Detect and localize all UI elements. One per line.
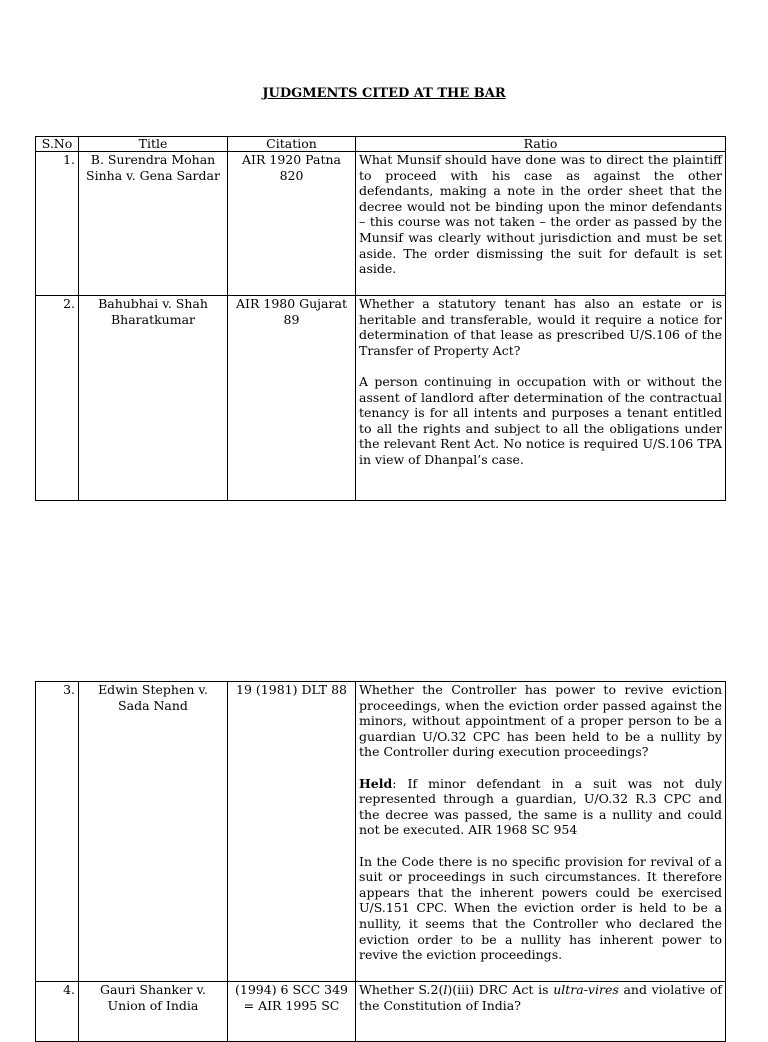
column-header-ratio: Ratio xyxy=(356,137,726,152)
column-header-citation: Citation xyxy=(228,137,356,152)
judgments-table xyxy=(35,136,726,501)
ratio-text-italic: ultra-vires xyxy=(553,982,619,997)
row-sno: 1. xyxy=(36,152,79,296)
row-citation: 19 (1981) DLT 88 xyxy=(228,682,356,982)
held-label: Held xyxy=(359,775,393,791)
ratio-paragraph: Whether the Controller has power to revive eviction proceedings, when the eviction order passed against the minors, without appointment of a proper person to be a guardian U/O.32 CPC has been held to be a nullity by the Controller during execution proceedings? xyxy=(359,682,722,760)
ratio-text: )(iii) DRC Act is xyxy=(447,982,554,997)
page-title: JUDGMENTS CITED AT THE BAR xyxy=(262,86,506,101)
table-row xyxy=(36,982,726,1042)
table-header-row xyxy=(36,137,726,152)
judgments-table-continued xyxy=(35,681,726,1042)
row-citation: (1994) 6 SCC 349 = AIR 1995 SC xyxy=(228,982,356,1042)
column-header-sno: S.No xyxy=(36,137,79,152)
row-sno: 3. xyxy=(36,682,79,982)
ratio-text-italic: l xyxy=(443,982,448,997)
row-title: B. Surendra Mohan Sinha v. Gena Sardar xyxy=(79,152,228,296)
row-citation: AIR 1980 Gujarat 89 xyxy=(228,296,356,501)
row-sno: 2. xyxy=(36,296,79,501)
ratio-paragraph: Whether a statutory tenant has also an estate or is heritable and transferable, would it require a notice for determination of that lease as prescribed U/S.106 of the Transfer of Property Act? xyxy=(359,296,722,358)
held-text: : If minor defendant in a suit was not duly represented through a guardian, U/O.32 R.3 CPC and the decree was passed, the same is a nullity and could not be executed. AIR 1968 SC 954 xyxy=(359,775,722,838)
row-ratio xyxy=(356,982,726,1042)
row-title: Bahubhai v. Shah Bharatkumar xyxy=(79,296,228,501)
row-title: Edwin Stephen v. Sada Nand xyxy=(79,682,228,982)
table-row xyxy=(36,152,726,296)
ratio-paragraph: In the Code there is no specific provision for revival of a suit or proceedings in such circumstances. It therefore appears that the inherent powers could be exercised U/S.151 CPC. When the eviction order is held to be a nullity, it seems that the Controller who declared the eviction order to be a nullity has inherent power to revive the eviction proceedings. xyxy=(359,853,722,963)
ratio-text: Whether S.2( xyxy=(359,982,444,997)
column-header-title: Title xyxy=(79,137,228,152)
ratio-paragraph: What Munsif should have done was to direct the plaintiff to proceed with his case as against the other defendants, making a note in the order sheet that the decree would not be binding upon the minor defendants – this course was not taken – the order as passed by the Munsif was clearly without jurisdiction and must be set aside. The order dismissing the suit for default is set aside. xyxy=(359,152,722,277)
row-ratio xyxy=(356,152,726,296)
table-row xyxy=(36,296,726,501)
table-row xyxy=(36,682,726,982)
ratio-held-paragraph xyxy=(359,776,722,838)
row-citation: AIR 1920 Patna 820 xyxy=(228,152,356,296)
ratio-paragraph: A person continuing in occupation with or without the assent of landlord after determination of the contractual tenancy is for all intents and purposes a tenant entitled to all the rights and subject to all the obligations under the relevant Rent Act. No notice is required U/S.106 TPA in view of Dhanpal’s case. xyxy=(359,373,722,467)
row-sno: 4. xyxy=(36,982,79,1042)
row-ratio xyxy=(356,296,726,501)
row-ratio xyxy=(356,682,726,982)
ratio-text: and violative of the Constitution of India? xyxy=(359,982,723,1013)
row-title: Gauri Shanker v. Union of India xyxy=(79,982,228,1042)
ratio-paragraph xyxy=(359,982,722,1013)
